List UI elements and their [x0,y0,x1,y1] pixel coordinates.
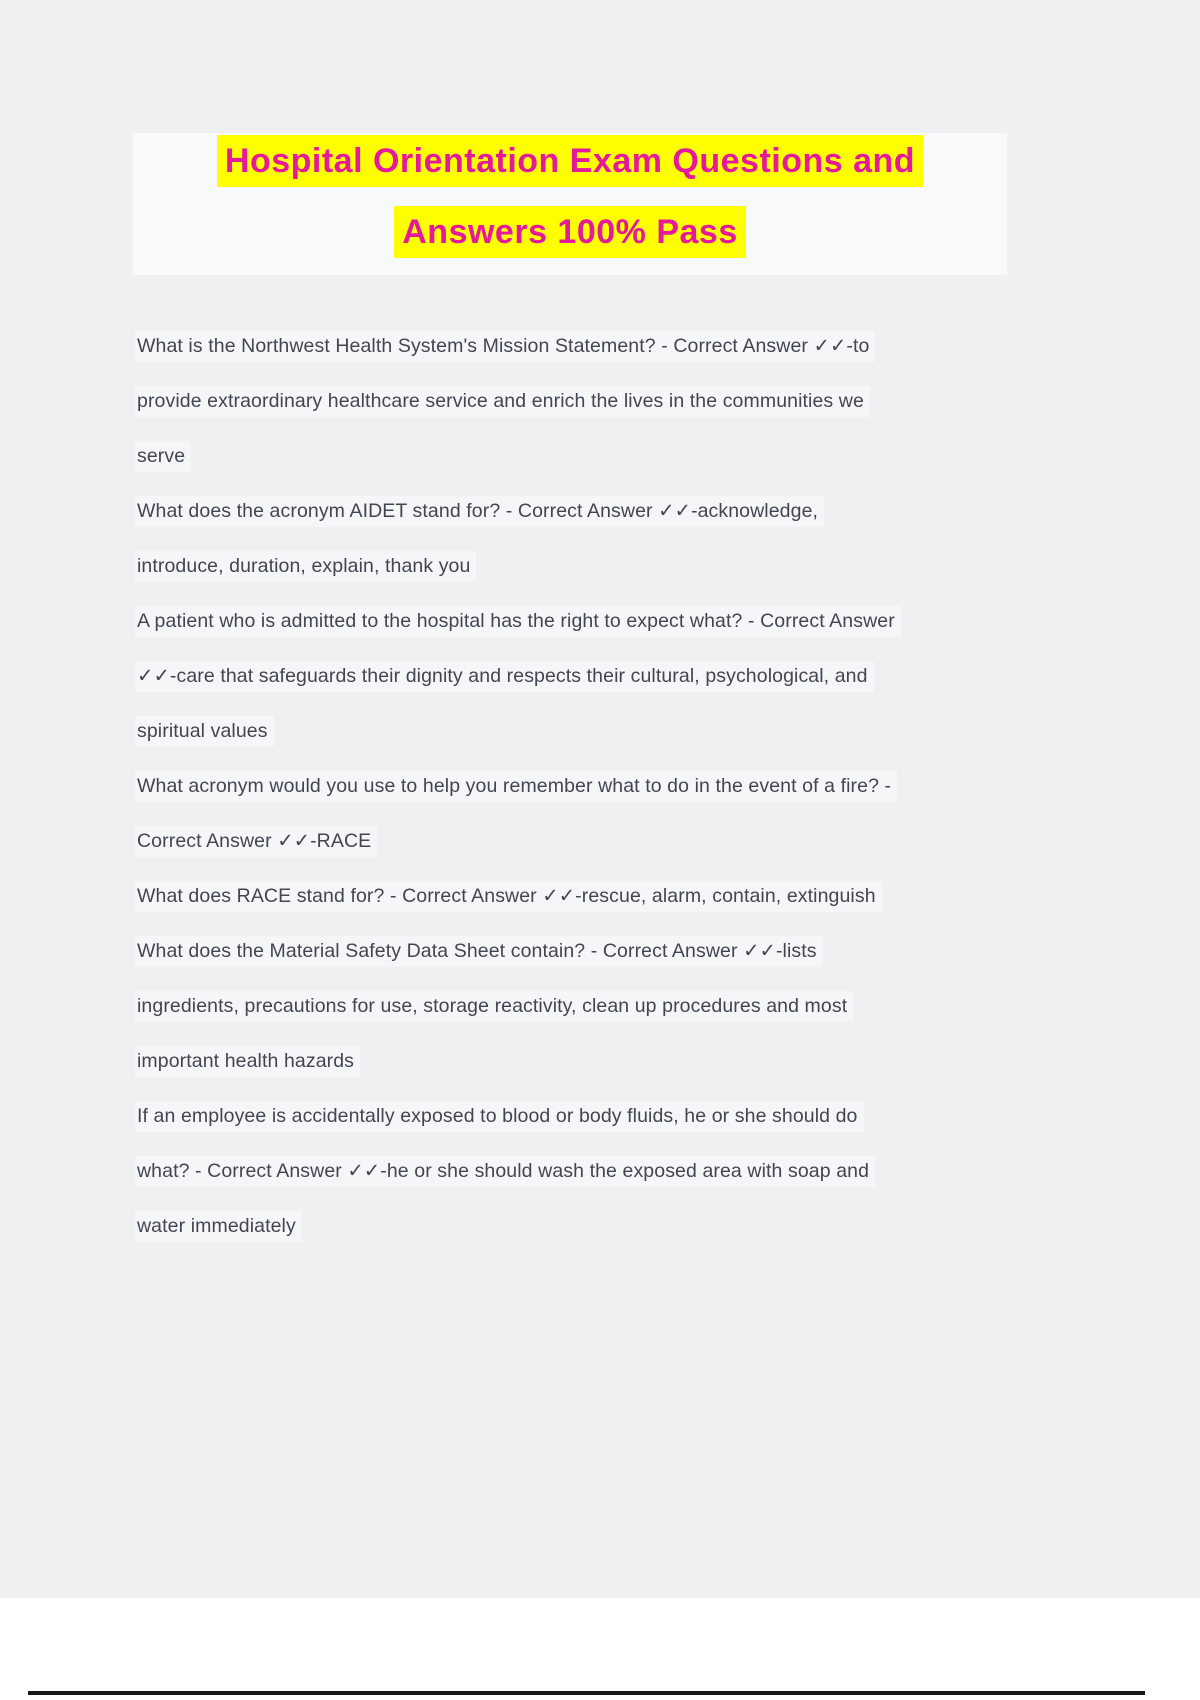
document-line-text: What does the Material Safety Data Sheet contain? - Correct Answer ✓✓-lists [135,936,823,967]
document-title-line: Answers 100% Pass [394,206,745,258]
document-line-text: provide extraordinary healthcare service and enrich the lives in the communities we [135,386,870,417]
document-line [135,551,1095,582]
document-line [135,1101,1095,1132]
document-line [135,826,1095,857]
title-panel [133,133,1007,275]
document-line-text: spiritual values [135,716,274,747]
document-line-text: important health hazards [135,1046,360,1077]
document-line-text: A patient who is admitted to the hospital has the right to expect what? - Correct Answer [135,606,901,637]
document-line [135,716,1095,747]
document-line [135,1211,1095,1242]
document-line-text: ✓✓-care that safeguards their dignity and respects their cultural, psychological, and [135,661,874,692]
document-line [135,936,1095,967]
document-line-text: What does RACE stand for? - Correct Answer ✓✓-rescue, alarm, contain, extinguish [135,881,882,912]
document-line [135,1156,1095,1187]
document-line [135,441,1095,472]
document-line-text: What does the acronym AIDET stand for? - Correct Answer ✓✓-acknowledge, [135,496,824,527]
document-line-text: Correct Answer ✓✓-RACE [135,826,377,857]
document-line-text: introduce, duration, explain, thank you [135,551,476,582]
document-line [135,881,1095,912]
document-line-text: serve [135,441,191,472]
page-footer-area [0,1598,1200,1700]
document-title-line: Hospital Orientation Exam Questions and [217,135,923,187]
document-line [135,496,1095,527]
document-line-text: what? - Correct Answer ✓✓-he or she should wash the exposed area with soap and [135,1156,875,1187]
document-line [135,386,1095,417]
document-line-text: ingredients, precautions for use, storage reactivity, clean up procedures and most [135,991,853,1022]
document-line-text: What is the Northwest Health System's Mission Statement? - Correct Answer ✓✓-to [135,331,875,362]
document-line [135,771,1095,802]
document-line [135,661,1095,692]
document-line [135,1046,1095,1077]
document-title [133,206,1007,258]
document-line-text: What acronym would you use to help you remember what to do in the event of a fire? - [135,771,897,802]
document-line-text: water immediately [135,1211,302,1242]
document-body [135,331,1095,1266]
document-line [135,331,1095,362]
page-bottom-rule [28,1691,1145,1695]
document-line [135,991,1095,1022]
document-title [133,135,1007,187]
document-line [135,606,1095,637]
document-line-text: If an employee is accidentally exposed to blood or body fluids, he or she should do [135,1101,864,1132]
